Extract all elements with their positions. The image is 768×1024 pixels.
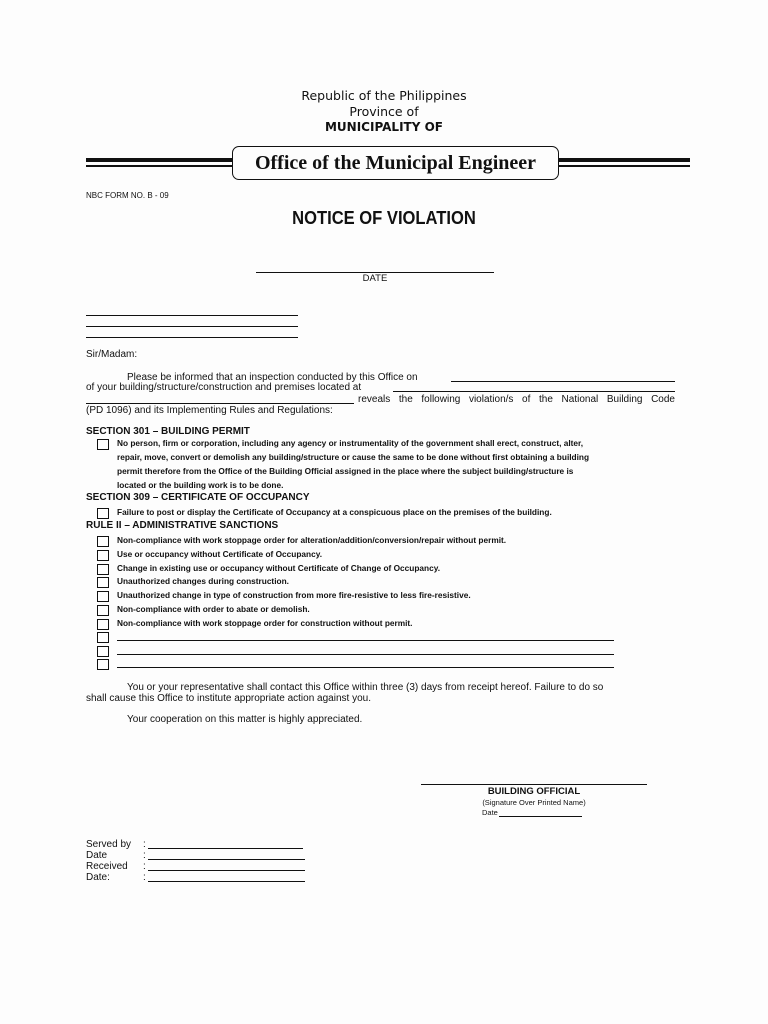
location-line-2[interactable] xyxy=(86,403,354,404)
signature-date-label: Date xyxy=(482,808,498,817)
para3: Your cooperation on this matter is highly appreciated. xyxy=(127,714,363,725)
blank-violation-line[interactable] xyxy=(117,654,614,655)
province-line: Province of xyxy=(349,104,419,119)
para2-line2: shall cause this Office to institute appropriate action against you. xyxy=(86,693,371,704)
para1-line3: reveals the following violation/s of the National Building Code xyxy=(358,394,675,405)
rule-2-item: Non-compliance with order to abate or demolish. xyxy=(117,604,310,614)
section-309-checkbox[interactable] xyxy=(97,508,109,519)
rule-2-item: Non-compliance with work stoppage order for construction without permit. xyxy=(117,618,413,628)
served-date-label: Date xyxy=(86,850,108,861)
rule-2-checkbox[interactable] xyxy=(97,619,109,630)
rule-2-checkbox[interactable] xyxy=(97,564,109,575)
received-date-label: Date: xyxy=(86,872,110,883)
para2-line1: You or your representative shall contact this Office within three (3) days from receipt hereof. Failure to do so xyxy=(127,682,604,693)
received-label: Received xyxy=(86,861,128,872)
blank-violation-line[interactable] xyxy=(117,667,614,668)
republic-line: Republic of the Philippines xyxy=(301,88,467,103)
para1-line4: (PD 1096) and its Implementing Rules and Regulations: xyxy=(86,405,333,416)
form-number: NBC FORM NO. B - 09 xyxy=(86,191,169,200)
section-301-checkbox[interactable] xyxy=(97,439,109,450)
addressee-line[interactable] xyxy=(86,326,298,327)
blank-checkbox[interactable] xyxy=(97,632,109,643)
building-official-label: BUILDING OFFICIAL xyxy=(487,786,581,797)
rule-2-checkbox[interactable] xyxy=(97,605,109,616)
section-309-heading: SECTION 309 – CERTIFICATE OF OCCUPANCY xyxy=(86,492,310,503)
office-title: Office of the Municipal Engineer xyxy=(232,146,559,180)
blank-violation-line[interactable] xyxy=(117,640,614,641)
signature-sublabel: (Signature Over Printed Name) xyxy=(482,798,586,807)
rule-2-item: Use or occupancy without Certificate of Occupancy. xyxy=(117,549,323,559)
inspection-date-line[interactable] xyxy=(451,381,675,382)
para1-line2: of your building/structure/construction and premises located at xyxy=(86,382,362,393)
rule-2-checkbox[interactable] xyxy=(97,550,109,561)
rule-2-heading: RULE II – ADMINISTRATIVE SANCTIONS xyxy=(86,520,279,531)
served-date-line[interactable] xyxy=(148,859,305,860)
rule-2-item: Unauthorized change in type of construction from more fire-resistive to less fire-resistive. xyxy=(117,590,471,600)
para1-line1: Please be informed that an inspection conducted by this Office on xyxy=(127,372,418,383)
location-line[interactable] xyxy=(393,391,675,392)
section-301-heading: SECTION 301 – BUILDING PERMIT xyxy=(86,426,250,437)
footer-colon: : xyxy=(143,839,146,850)
blank-checkbox[interactable] xyxy=(97,659,109,670)
received-line[interactable] xyxy=(148,870,305,871)
addressee-line[interactable] xyxy=(86,315,298,316)
section-301-text-4: located or the building work is to be done. xyxy=(117,480,284,490)
date-label: DATE xyxy=(362,273,388,284)
rule-2-checkbox[interactable] xyxy=(97,577,109,588)
section-309-text: Failure to post or display the Certificate of Occupancy at a conspicuous place on the premises of the building. xyxy=(117,507,552,517)
footer-colon: : xyxy=(143,850,146,861)
section-301-text-3: permit therefore from the Office of the Building Official assigned in the place where the subject building/structure is xyxy=(117,466,574,476)
footer-colon: : xyxy=(143,861,146,872)
served-by-label: Served by xyxy=(86,839,132,850)
received-date-line[interactable] xyxy=(148,881,305,882)
rule-2-item: Non-compliance with work stoppage order for alteration/addition/conversion/repair without permit. xyxy=(117,535,507,545)
footer-colon: : xyxy=(143,872,146,883)
rule-2-checkbox[interactable] xyxy=(97,591,109,602)
document-title: NOTICE OF VIOLATION xyxy=(292,208,476,228)
signature-date-line[interactable] xyxy=(499,816,582,817)
section-301-text-2: repair, move, convert or demolish any building/structure or cause the same to be done without first obtaining a building xyxy=(117,452,590,462)
signature-line[interactable] xyxy=(421,784,647,785)
rule-2-item: Change in existing use or occupancy without Certificate of Change of Occupancy. xyxy=(117,563,441,573)
salutation: Sir/Madam: xyxy=(86,349,138,360)
rule-2-item: Unauthorized changes during construction. xyxy=(117,576,289,586)
rule-2-checkbox[interactable] xyxy=(97,536,109,547)
section-301-text-1: No person, firm or corporation, including any agency or instrumentality of the government shall erect, construct, alter, xyxy=(117,438,584,448)
municipality-line: MUNICIPALITY OF xyxy=(324,120,443,134)
addressee-line[interactable] xyxy=(86,337,298,338)
served-by-line[interactable] xyxy=(148,848,303,849)
blank-checkbox[interactable] xyxy=(97,646,109,657)
